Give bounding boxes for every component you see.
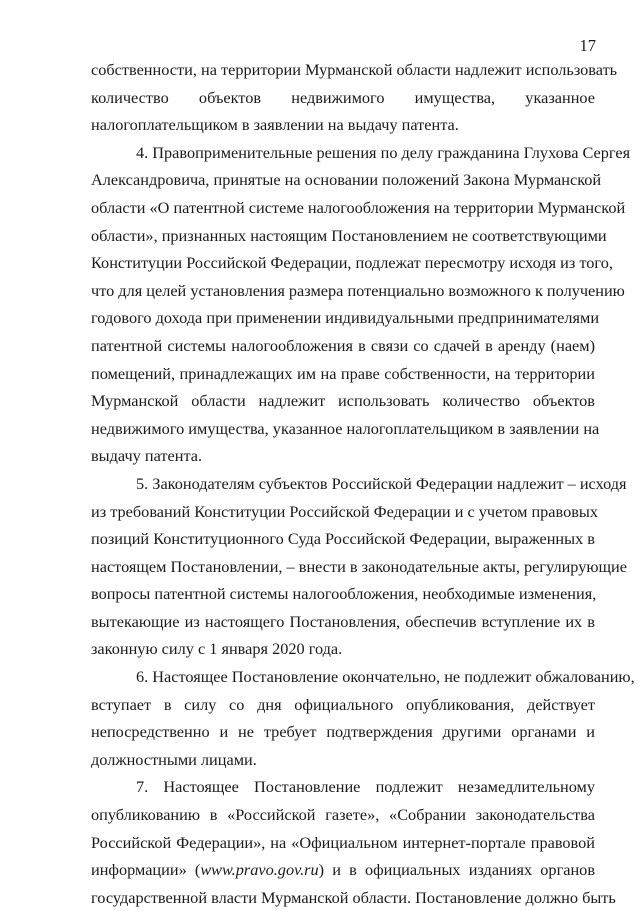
- text-fragment: информации» (: [91, 860, 201, 880]
- text-line: налогоплательщиком в заявлении на выдачу патента.: [91, 115, 459, 135]
- text-line-with-url: [91, 856, 595, 884]
- paragraph-6-line: 6. Настоящее Постановление окончательно, не подлежит обжалованию,: [136, 667, 635, 687]
- text-line: что для целей установления размера потенциально возможного к получению: [91, 280, 625, 300]
- text-line: Александровича, принятые на основании положений Закона Мурманской: [91, 170, 602, 190]
- text-line: собственности, на территории Мурманской области надлежит использовать: [91, 60, 618, 79]
- paragraph-4-line: 4. Правоприменительные решения по делу гражданина Глухова Сергея: [136, 142, 631, 162]
- text-line: выдачу патента.: [91, 446, 203, 466]
- text-fragment: ) и в официальных изданиях органов: [318, 860, 596, 880]
- text-line: недвижимого имущества, указанное налогоплательщиком в заявлении на: [91, 418, 600, 438]
- text-line: непосредственно и не требует подтверждения другими органами и: [91, 722, 595, 742]
- text-line: Мурманской области надлежит использовать количество объектов: [91, 391, 595, 411]
- paragraph-7-line: 7. Настоящее Постановление подлежит незамедлительному: [136, 777, 595, 797]
- text-line: Конституции Российской Федерации, подлежат пересмотру исходя из того,: [91, 253, 613, 273]
- text-line: Российской Федерации», на «Официальном интернет-портале правовой: [91, 832, 595, 852]
- text-line: области», признанных настоящим Постановлением не соответствующими: [91, 225, 607, 245]
- text-line: законную силу с 1 января 2020 года.: [91, 639, 343, 659]
- text-line: количество объектов недвижимого имущества, указанное: [91, 87, 595, 107]
- text-line: области «О патентной системе налогообложения на территории Мурманской: [91, 197, 626, 217]
- text-line: патентной системы налогообложения в связи со сдачей в аренду (наем): [91, 335, 595, 355]
- paragraph-5-line: 5. Законодателям субъектов Российской Федерации надлежит – исходя: [136, 473, 627, 493]
- text-line: из требований Конституции Российской Федерации и с учетом правовых: [91, 501, 599, 521]
- text-line: вытекающие из настоящего Постановления, обеспечив вступление их в: [91, 611, 595, 631]
- page-number: 17: [579, 36, 596, 55]
- text-line: вопросы патентной системы налогообложения, необходимые изменения,: [91, 584, 597, 604]
- text-line: государственной власти Мурманской области. Постановление должно быть: [91, 887, 616, 907]
- text-line: позиций Конституционного Суда Российской Федерации, выраженных в: [91, 529, 595, 549]
- text-line: должностными лицами.: [91, 749, 257, 769]
- body-text: [91, 56, 635, 911]
- text-line: помещений, принадлежащих им на праве собственности, на территории: [91, 363, 595, 383]
- text-line: настоящем Постановлении, – внести в законодательные акты, регулирующие: [91, 556, 627, 576]
- text-line: опубликованию в «Российской газете», «Собрании законодательства: [91, 805, 595, 825]
- text-line: годового дохода при применении индивидуальными предпринимателями: [91, 308, 600, 328]
- pravo-link[interactable]: www.pravo.gov.ru: [200, 860, 319, 880]
- text-line: вступает в силу со дня официального опубликования, действует: [91, 694, 595, 714]
